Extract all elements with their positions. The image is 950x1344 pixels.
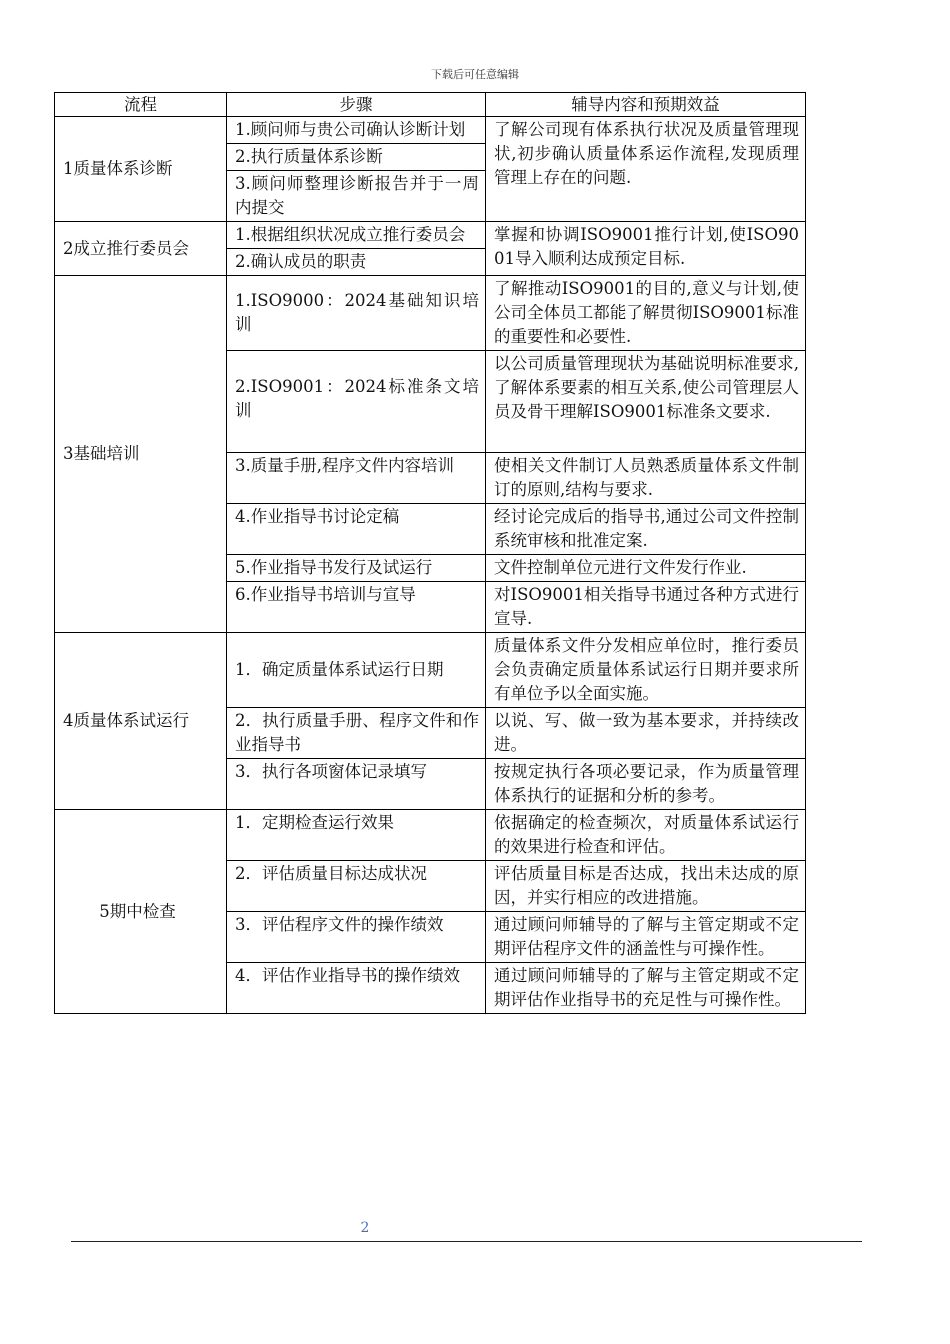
table-row: [55, 117, 806, 144]
table-row: [55, 276, 806, 351]
content-cell: 对ISO9001相关指导书通过各种方式进行宣导.: [486, 582, 806, 633]
step-cell: 3．评估程序文件的操作绩效: [227, 912, 486, 963]
content-cell: 掌握和协调ISO9001推行计划,使ISO9001导入顺利达成预定目标.: [486, 222, 806, 276]
step-cell: 2.执行质量体系诊断: [227, 144, 486, 171]
content-cell: 了解公司现有体系执行状况及质量管理现状,初步确认质量体系运作流程,发现质理管理上存在的问题.: [486, 117, 806, 222]
process-cell: 1质量体系诊断: [55, 117, 227, 222]
process-cell: 3基础培训: [55, 276, 227, 633]
content-cell: 使相关文件制订人员熟悉质量体系文件制订的原则,结构与要求.: [486, 453, 806, 504]
coaching-process-table: [54, 92, 806, 1014]
header-steps: 步骤: [227, 93, 486, 117]
step-cell: 4.作业指导书讨论定稿: [227, 504, 486, 555]
content-cell: 以说、写、做一致为基本要求，并持续改进。: [486, 708, 806, 759]
process-cell: 2成立推行委员会: [55, 222, 227, 276]
content-cell: 通过顾问师辅导的了解与主管定期或不定期评估程序文件的涵盖性与可操作性。: [486, 912, 806, 963]
step-cell: 1．确定质量体系试运行日期: [227, 633, 486, 708]
content-cell: 通过顾问师辅导的了解与主管定期或不定期评估作业指导书的充足性与可操作性。: [486, 963, 806, 1014]
process-cell: 4质量体系试运行: [55, 633, 227, 810]
step-cell: 6.作业指导书培训与宣导: [227, 582, 486, 633]
step-cell: 1．定期检查运行效果: [227, 810, 486, 861]
header-note: 下载后可任意编辑: [431, 68, 519, 81]
header-process: 流程: [55, 93, 227, 117]
step-cell: 4．评估作业指导书的操作绩效: [227, 963, 486, 1014]
step-cell: 2.ISO9001：2024标准条文培训: [227, 351, 486, 453]
step-cell: 3.质量手册,程序文件内容培训: [227, 453, 486, 504]
content-cell: 了解推动ISO9001的目的,意义与计划,使公司全体员工都能了解贯彻ISO9001标准的重要性和必要性.: [486, 276, 806, 351]
content-cell: 文件控制单位元进行文件发行作业.: [486, 555, 806, 582]
header-content: 辅导内容和预期效益: [486, 93, 806, 117]
step-cell: 1.ISO9000：2024基础知识培训: [227, 276, 486, 351]
content-cell: 以公司质量管理现状为基础说明标准要求,了解体系要素的相互关系,使公司管理层人员及骨干理解ISO9001标准条文要求.: [486, 351, 806, 453]
step-cell: 3.顾问师整理诊断报告并于一周内提交: [227, 171, 486, 222]
process-cell: 5期中检查: [55, 810, 227, 1014]
step-cell: 5.作业指导书发行及试运行: [227, 555, 486, 582]
content-cell: 评估质量目标是否达成，找出未达成的原因，并实行相应的改进措施。: [486, 861, 806, 912]
step-cell: 2．评估质量目标达成状况: [227, 861, 486, 912]
content-cell: 质量体系文件分发相应单位时，推行委员会负责确定质量体系试运行日期并要求所有单位予以全面实施。: [486, 633, 806, 708]
step-cell: 2.确认成员的职责: [227, 249, 486, 276]
table-row: [55, 222, 806, 249]
table-header-row: [55, 93, 806, 117]
step-cell: 1.根据组织状况成立推行委员会: [227, 222, 486, 249]
footer-divider: [71, 1241, 862, 1242]
page-number: 2: [360, 1220, 370, 1236]
content-cell: 按规定执行各项必要记录，作为质量管理体系执行的证据和分析的参考。: [486, 759, 806, 810]
table-row: [55, 633, 806, 708]
content-cell: 经讨论完成后的指导书,通过公司文件控制系统审核和批准定案.: [486, 504, 806, 555]
step-cell: 3．执行各项窗体记录填写: [227, 759, 486, 810]
content-cell: 依据确定的检查频次，对质量体系试运行的效果进行检查和评估。: [486, 810, 806, 861]
step-cell: 2．执行质量手册、程序文件和作业指导书: [227, 708, 486, 759]
table-row: [55, 810, 806, 861]
step-cell: 1.顾问师与贵公司确认诊断计划: [227, 117, 486, 144]
